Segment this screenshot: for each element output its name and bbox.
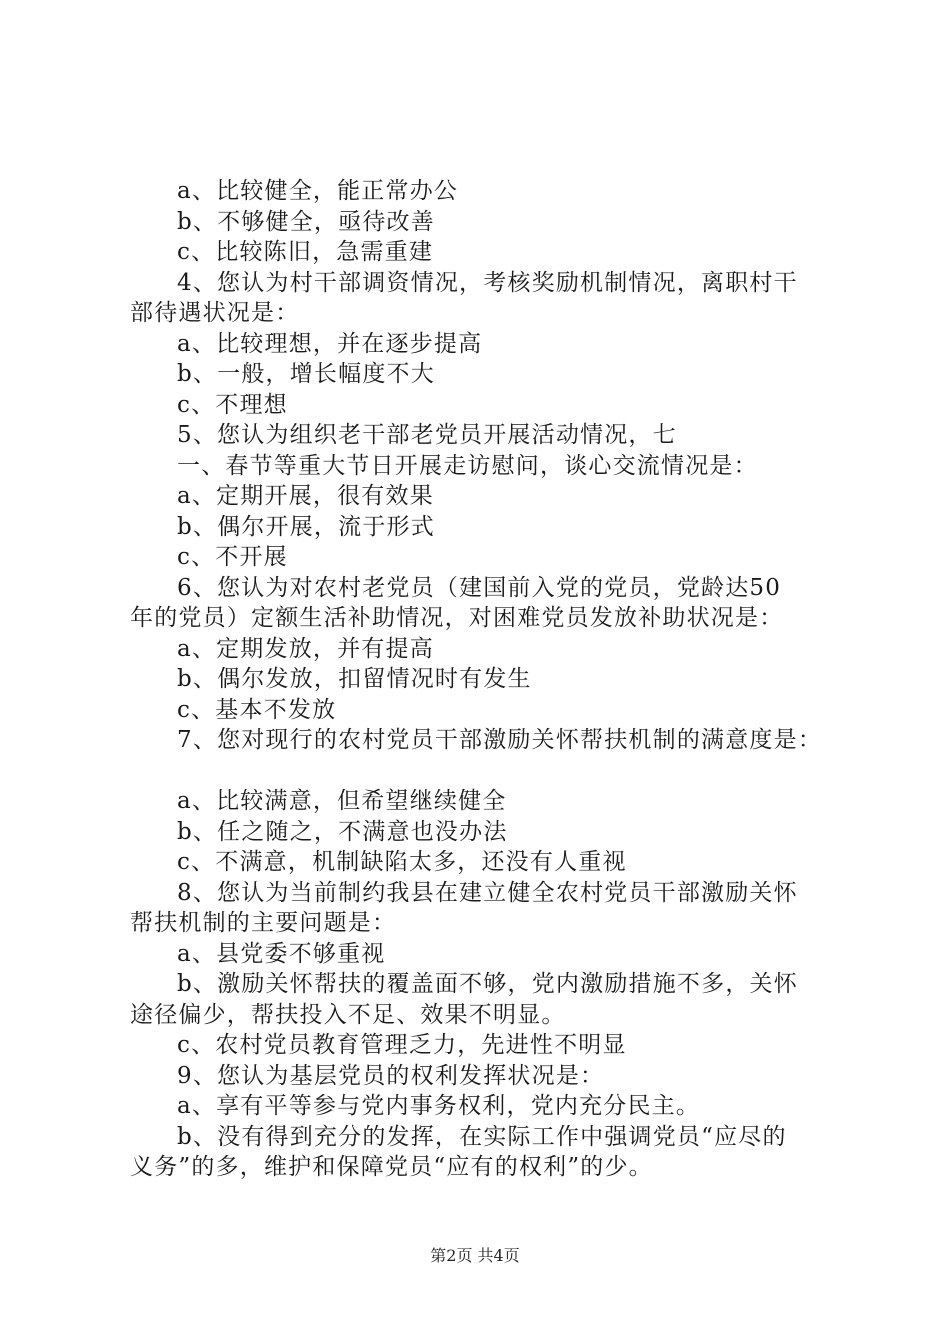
option-line: c、不开展 bbox=[177, 544, 288, 570]
question-line: 9、您认为基层党员的权利发挥状况是： bbox=[177, 1062, 605, 1089]
question-continuation: 帮扶机制的主要问题是： bbox=[130, 910, 397, 936]
question-continuation: 年的党员）定额生活补助情况，对困难党员发放补助状况是： bbox=[130, 605, 784, 631]
option-continuation: 途径偏少，帮扶投入不足、效果不明显。 bbox=[130, 1001, 566, 1028]
option-line: b、不够健全，亟待改善 bbox=[177, 208, 435, 235]
document-body bbox=[130, 176, 830, 1183]
option-line: a、定期发放，并有提高 bbox=[177, 635, 434, 662]
option-line: b、一般，增长幅度不大 bbox=[177, 361, 435, 387]
option-line: b、偶尔开展，流于形式 bbox=[177, 513, 435, 540]
question-continuation: 部待遇状况是： bbox=[130, 300, 300, 326]
question-line: 7、您对现行的农村党员干部激励关怀帮扶机制的满意度是： bbox=[177, 727, 823, 753]
option-line: a、比较健全，能正常办公 bbox=[177, 178, 459, 204]
option-line: a、县党委不够重视 bbox=[177, 940, 386, 967]
option-line: a、定期开展，很有效果 bbox=[177, 483, 434, 509]
option-line: c、比较陈旧，急需重建 bbox=[177, 239, 434, 265]
option-line: c、农村党员教育管理乏力，先进性不明显 bbox=[177, 1032, 627, 1058]
question-line: 8、您认为当前制约我县在建立健全农村党员干部激励关怀 bbox=[177, 879, 798, 906]
option-line: b、任之随之，不满意也没办法 bbox=[177, 818, 508, 845]
option-line: b、激励关怀帮扶的覆盖面不够，党内激励措施不多，关怀 bbox=[177, 971, 798, 997]
question-line: 5、您认为组织老干部老党员开展活动情况，七 bbox=[177, 422, 677, 448]
option-line: a、享有平等参与党内事务权利，党内充分民主。 bbox=[177, 1093, 701, 1119]
option-line: a、比较满意，但希望继续健全 bbox=[177, 788, 507, 814]
question-continuation: 一、春节等重大节日开展走访慰问，谈心交流情况是： bbox=[177, 452, 758, 479]
option-line: c、基本不发放 bbox=[177, 696, 337, 723]
question-line: 4、您认为村干部调资情况，考核奖励机制情况，离职村干 bbox=[177, 269, 798, 296]
option-line: c、不满意，机制缺陷太多，还没有人重视 bbox=[177, 849, 627, 875]
question-line: 6、您认为对农村老党员（建国前入党的党员，党龄达50 bbox=[177, 574, 782, 601]
option-continuation: 义务”的多，维护和保障党员“应有的权利”的少。 bbox=[130, 1154, 653, 1180]
page-number-footer: 第2页 共4页 bbox=[430, 1246, 520, 1265]
option-line: b、偶尔发放，扣留情况时有发生 bbox=[177, 666, 532, 692]
blank-line bbox=[130, 756, 830, 787]
option-line: a、比较理想，并在逐步提高 bbox=[177, 330, 483, 357]
option-line: b、没有得到充分的发挥，在实际工作中强调党员“应尽的 bbox=[177, 1123, 787, 1150]
option-line: c、不理想 bbox=[177, 391, 288, 418]
